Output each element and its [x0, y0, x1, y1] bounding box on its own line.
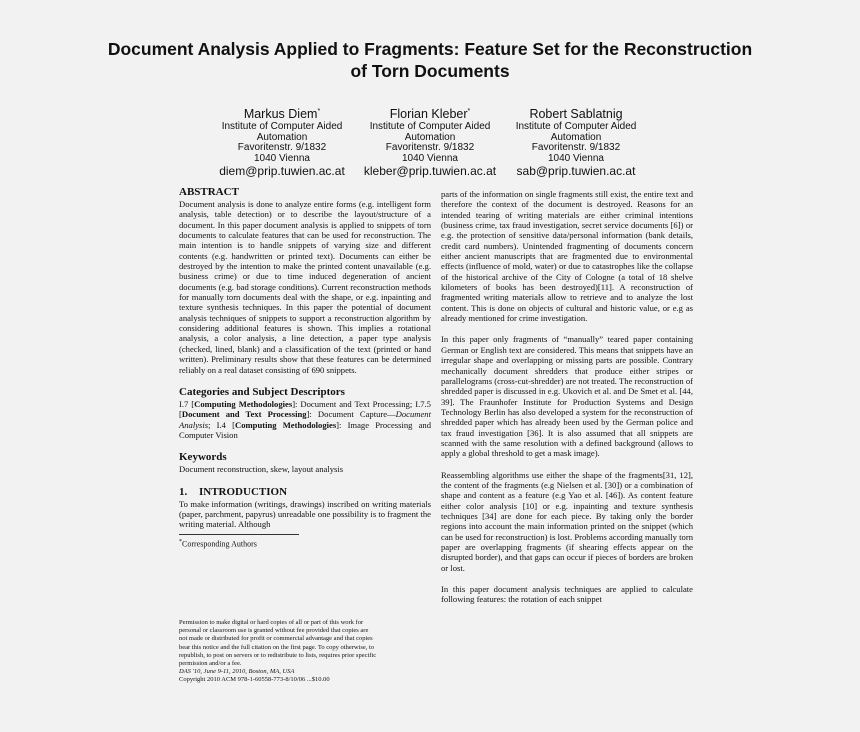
section-number: 1.	[179, 485, 188, 498]
author-affiliation: Automation	[550, 131, 602, 143]
paper-title: Document Analysis Applied to Fragments: Feature Set for the Reconstruction of Torn Documents	[107, 39, 753, 81]
keywords-heading: Keywords	[179, 451, 227, 464]
author-name: Florian Kleber	[389, 107, 468, 122]
permission-line: not made or distributed for profit or commercial advantage and that copies	[179, 635, 373, 643]
footnote	[179, 537, 431, 550]
author-address: 1040 Vienna	[254, 152, 310, 164]
permission-notice	[179, 619, 431, 685]
categories-heading: Categories and Subject Descriptors	[179, 385, 345, 398]
abstract-text: Document analysis is done to analyze entire forms (e.g. intelligent form analysis, table detection) or to describe the layout/structure of a document. In this paper document analysis is applied to snippets of torn documents to calculate features that can be used for reconstruction. The main intention is to handle snippets of varying size and different contents (e.g. handwritten or printed text). Documents can either be destroyed by the intention to make the printed content unavailable (e.g. business crime) or due to time induced degeneration of ancient documents (e.g. bad storage conditions). Current reconstruction methods for manually torn documents deal with the shape, or e.g. inpainting and texture synthesis techniques. In this paper the potential of document analysis techniques of snippets to support a reconstruction algorithm by considering additional features is shown. This implies a rotational analysis, a color analysis, a line detection, a paper type analysis (checked, lined, blank) and a classification of the text (printed or hand written). Preliminary results show that these features can be determined reliably on a real dataset consisting of 690 snippets.	[179, 199, 431, 375]
author-affiliation: Institute of Computer Aided	[515, 121, 637, 133]
author-mark: *	[317, 108, 321, 115]
author-affiliation: Automation	[256, 131, 308, 143]
author-address: Favoritenstr. 9/1832	[237, 142, 327, 154]
body-paragraph: In this paper document analysis techniques are applied to calculate following features: the rotation of each snippet	[441, 584, 693, 605]
author-email: sab@prip.tuwien.ac.at	[516, 164, 636, 179]
permission-line: personal or classroom use is granted without fee provided that copies are	[179, 627, 369, 635]
author-address: 1040 Vienna	[402, 152, 458, 164]
introduction-heading	[179, 486, 431, 498]
author-2	[345, 104, 515, 178]
permission-line: bear this notice and the full citation on the first page. To copy otherwise, to	[179, 643, 375, 651]
author-affiliation: Automation	[404, 131, 456, 143]
author-affiliation: Institute of Computer Aided	[221, 121, 343, 133]
categories-text: I.7 [Computing Methodologies]: Document and Text Processing; I.7.5 [Document and Text Processing]: Document Capture—Document Analysis; I.4 [Computing Methodologies]: Image Processing and Computer Vision	[179, 398, 431, 440]
copyright-line: Copyright 2010 ACM 978-1-60558-773-8/10/06 ...$10.00	[179, 676, 330, 684]
right-column	[441, 189, 693, 605]
author-address: 1040 Vienna	[548, 152, 604, 164]
permission-line: republish, to post on servers or to redistribute to lists, requires prior specific	[179, 651, 377, 659]
author-email: kleber@prip.tuwien.ac.at	[363, 164, 497, 179]
footnote-text: Corresponding Authors	[182, 539, 257, 549]
author-email: diem@prip.tuwien.ac.at	[219, 164, 345, 179]
conference-venue: DAS '10, June 9-11, 2010, Boston, MA, USA	[179, 668, 295, 676]
abstract-heading: ABSTRACT	[179, 186, 239, 198]
author-address: Favoritenstr. 9/1832	[531, 142, 621, 154]
footnote-rule	[179, 534, 299, 535]
section-title: INTRODUCTION	[199, 485, 288, 498]
author-3	[491, 104, 661, 178]
body-paragraph: In this paper only fragments of “manually” teared paper containing German or English text are considered. This means that snippets have an irregular shape and overlapping or missing parts are possible. Contrary mechanically document shredders that produce either stripes or parallelograms (cross-cut-shredder) are not treated. The reconstruction of shredded paper is discussed in e.g. Ukovich et al. and De Smet et al. [44, 39]. The Fraunhofer Institute for Production Systems and Design Technology Berlin has also developed a system for the reconstruction of shredded paper which has already been used by the German police and tax fraud investigation [36]. It is also assumed that all snippets are scanned with the same resolution with a defined background (allows to apply a global threshold to get a mask image).	[441, 334, 693, 459]
footnote-mark: *	[179, 538, 182, 545]
author-name: Markus Diem	[243, 107, 318, 122]
author-address: Favoritenstr. 9/1832	[385, 142, 475, 154]
permission-line: permission and/or a fee.	[179, 660, 242, 668]
author-affiliation: Institute of Computer Aided	[369, 121, 491, 133]
introduction-text: To make information (writings, drawings) inscribed on writing materials (paper, parchment, papyrus) unreadable one possibility is to fragment the writing material. Although	[179, 498, 431, 530]
body-paragraph: Reassembling algorithms use either the shape of the fragments[31, 12], the content of the fragments (e.g Nielsen et al. [30]) or a combination of shape and content as a feature (e.g Yao et al. [46]). As content feature either color analysis [10] or e.g. inpainting and texture synthesis techniques [34] are done for each piece. By taking only the border regions into account the main information printed on the snippet (which can be used for reconstruction) is lost. Problems according manually torn paper are overlapping fragments (if shearing effects appear on the disrupted border), and that gaps can occur if pieces of borders are broken or lost.	[441, 469, 693, 573]
body-paragraph: parts of the information on single fragments still exist, the entire text and therefore the context of the document is destroyed. Reasons for an intended tearing of writing materials are either criminal intentions (business crime, tax fraud investigation, secret service documents [6]) or e.g. the protection of sensitive data/personal information (bank details, credit card numbers). Unintended fragmenting of documents concern either ancient manuscripts that are fragmented due to environmental effects (influence of mold, water) or due to catastrophes like the collapse of the historical archive of the City of Cologne (a total of 18 shelve kilometers of books has been destroyed)[11]. A reconstruction of fragmented writing materials allow to retrieve and to analyze the lost content. This is done on objects of cultural and historic value, or e.g as already mentioned for crime investigation.	[441, 189, 693, 324]
keywords-text: Document reconstruction, skew, layout analysis	[179, 464, 344, 475]
author-mark: *	[467, 108, 471, 115]
permission-line: Permission to make digital or hard copies of all or part of this work for	[179, 619, 364, 626]
left-column	[179, 186, 431, 549]
author-name: Robert Sablatnig	[529, 107, 623, 122]
author-1	[197, 104, 367, 178]
